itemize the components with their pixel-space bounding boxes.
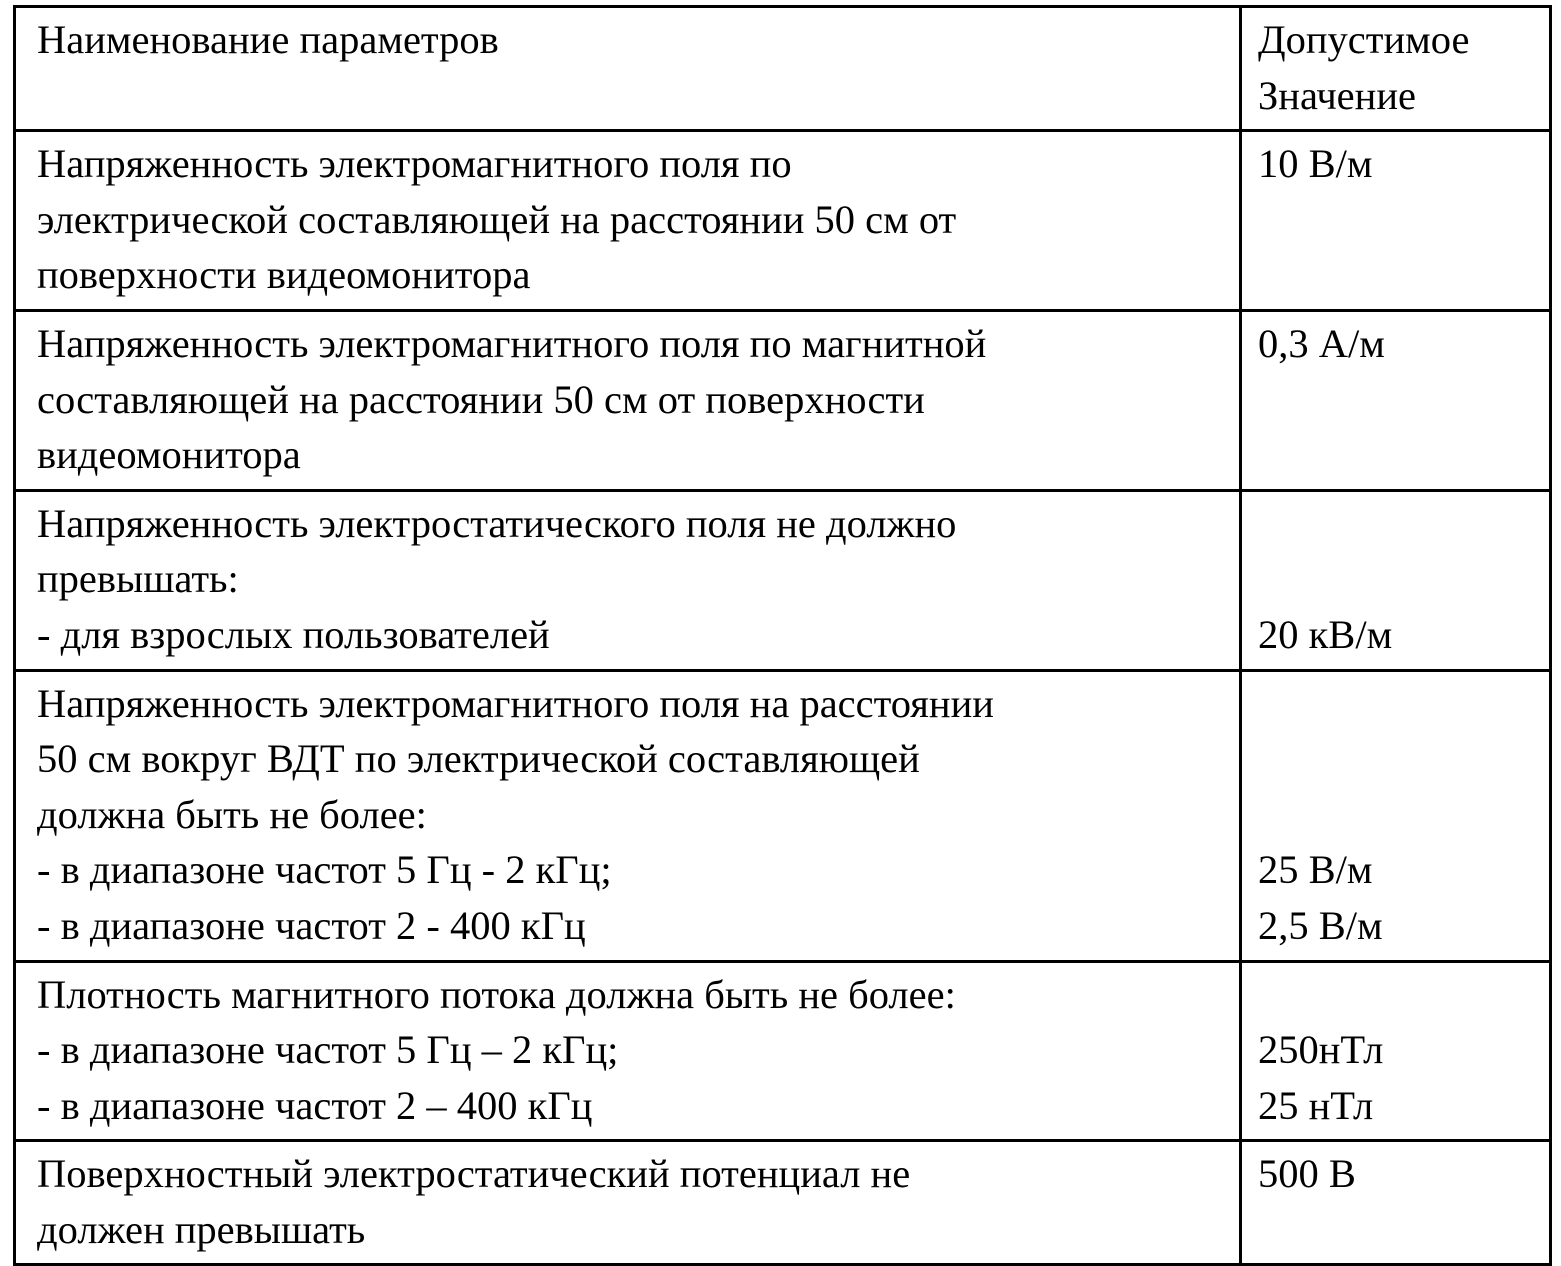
header-value-line: Значение: [1258, 72, 1416, 118]
header-name-cell: [15, 7, 1241, 131]
parameter-name-line: видеомонитора: [37, 432, 301, 478]
parameter-name-line: превышать:: [37, 556, 239, 602]
parameter-name-line: - в диапазоне частот 2 – 400 кГц: [37, 1082, 593, 1128]
header-name-line: Наименование параметров: [37, 17, 499, 62]
table-row: [15, 1141, 1551, 1265]
table-row: [15, 490, 1551, 670]
parameter-name-line: 50 см вокруг ВДТ по электрической составляющей: [37, 736, 920, 782]
parameter-value-cell: [1241, 1141, 1551, 1265]
parameter-value-line: 20 кВ/м: [1258, 611, 1393, 657]
parameter-name-line: Плотность магнитного потока должна быть не более:: [37, 971, 956, 1017]
parameter-name-line: Напряженность электромагнитного поля по магнитной: [37, 320, 987, 366]
table-row: [15, 131, 1551, 311]
parameter-value-line: [1258, 496, 1539, 552]
parameter-name-line: - в диапазоне частот 2 - 400 кГц: [37, 902, 586, 948]
parameter-name-cell: [15, 670, 1241, 961]
parameter-value-line: [1258, 967, 1539, 1023]
parameter-name-cell: [15, 310, 1241, 490]
parameter-value-line: 10 В/м: [1258, 141, 1373, 187]
parameter-name-cell: [15, 131, 1241, 311]
parameter-name-line: - в диапазоне частот 5 Гц - 2 кГц;: [37, 847, 612, 893]
parameter-name-line: должна быть не более:: [37, 791, 427, 837]
parameter-value-line: [1258, 551, 1539, 607]
parameter-value-cell: [1241, 961, 1551, 1141]
table-header-row: [15, 7, 1551, 131]
parameter-name-line: Напряженность электростатического поля не должно: [37, 500, 957, 546]
parameter-value-cell: [1241, 490, 1551, 670]
parameter-name-line: составляющей на расстоянии 50 см от поверхности: [37, 376, 925, 422]
parameter-value-line: 0,3 А/м: [1258, 320, 1385, 366]
parameter-value-line: [1258, 787, 1539, 843]
parameter-name-line: - для взрослых пользователей: [37, 611, 550, 657]
parameter-value-line: 25 В/м: [1258, 847, 1373, 893]
parameter-name-line: - в диапазоне частот 5 Гц – 2 кГц;: [37, 1027, 619, 1073]
parameter-value-line: 250нТл: [1258, 1027, 1384, 1073]
parameter-value-line: 25 нТл: [1258, 1082, 1374, 1128]
parameter-value-line: 500 В: [1258, 1151, 1356, 1197]
header-value-cell: [1241, 7, 1551, 131]
parameter-name-line: должен превышать: [37, 1206, 366, 1252]
table-row: [15, 670, 1551, 961]
parameter-value-line: [1258, 676, 1539, 732]
parameters-table-body: [15, 7, 1551, 1265]
parameters-table: [13, 5, 1552, 1266]
parameter-name-cell: [15, 1141, 1241, 1265]
parameter-name-line: Поверхностный электростатический потенциал не: [37, 1151, 911, 1197]
parameter-name-line: поверхности видеомонитора: [37, 252, 531, 298]
parameter-name-line: электрической составляющей на расстоянии 50 см от: [37, 196, 957, 242]
parameter-value-line: 2,5 В/м: [1258, 902, 1383, 948]
parameter-value-cell: [1241, 131, 1551, 311]
parameter-value-cell: [1241, 310, 1551, 490]
parameter-name-line: Напряженность электромагнитного поля на расстоянии: [37, 680, 994, 726]
parameter-value-cell: [1241, 670, 1551, 961]
table-row: [15, 310, 1551, 490]
parameter-name-cell: [15, 490, 1241, 670]
table-row: [15, 961, 1551, 1141]
parameter-value-line: [1258, 731, 1539, 787]
header-value-line: Допустимое: [1258, 17, 1470, 62]
parameter-name-line: Напряженность электромагнитного поля по: [37, 141, 792, 187]
parameter-name-cell: [15, 961, 1241, 1141]
